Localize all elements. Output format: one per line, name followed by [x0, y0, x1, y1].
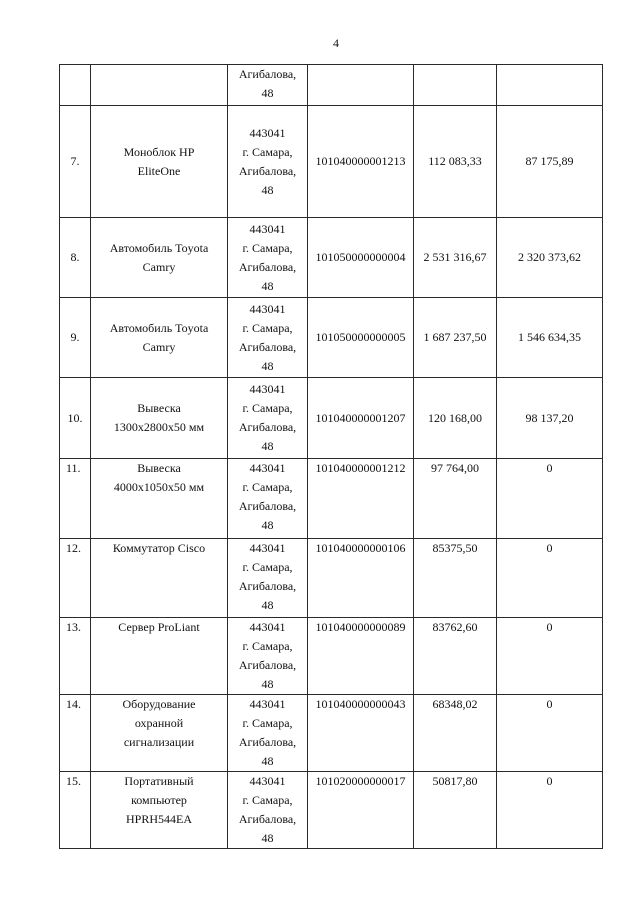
- cell-sum1-line: 85375,50: [432, 541, 478, 555]
- cell-address: [228, 618, 308, 695]
- cell-num-line: 11.: [66, 461, 81, 475]
- cell-num: [60, 378, 91, 459]
- cell-sum1: [414, 378, 497, 459]
- table-row: [60, 772, 603, 849]
- cell-name-line: Оборудование: [122, 697, 196, 711]
- cell-num-line: 7.: [70, 154, 80, 168]
- cell-code: [308, 65, 414, 106]
- cell-sum2-line: 0: [546, 697, 553, 711]
- cell-num-line: 8.: [70, 250, 80, 264]
- cell-address: [228, 65, 308, 106]
- cell-num: [60, 772, 91, 849]
- cell-sum2: [497, 459, 603, 539]
- cell-num: [60, 218, 91, 298]
- cell-name: [91, 618, 228, 695]
- cell-name-line: Вывеска: [137, 461, 181, 475]
- cell-name: [91, 218, 228, 298]
- cell-name: [91, 772, 228, 849]
- cell-name: [91, 65, 228, 106]
- cell-name-line: компьютер: [131, 793, 187, 807]
- cell-name-line: Camry: [142, 339, 176, 354]
- cell-code: [308, 618, 414, 695]
- cell-name-line: охранной: [134, 716, 184, 730]
- cell-sum2: [497, 65, 603, 106]
- cell-name: [91, 539, 228, 618]
- cell-address-line: Агибалова,: [238, 339, 297, 354]
- cell-sum1-line: 68348,02: [432, 697, 478, 711]
- table-row: [60, 106, 603, 218]
- cell-code-line: 101050000000005: [315, 330, 406, 344]
- cell-code: [308, 772, 414, 849]
- cell-num-line: 14.: [66, 697, 81, 711]
- cell-name-line: EliteOne: [137, 163, 181, 178]
- cell-name-line: HPRH544EA: [125, 812, 192, 826]
- cell-address-line: 48: [261, 831, 274, 845]
- cell-code-line: 101040000001207: [315, 410, 406, 425]
- cell-code: [308, 459, 414, 539]
- cell-address-line: 48: [261, 518, 274, 532]
- cell-address-line: Агибалова,: [238, 499, 297, 513]
- cell-sum2: [497, 298, 603, 378]
- cell-sum2-line: 98 137,20: [525, 410, 574, 425]
- cell-sum2: [497, 618, 603, 695]
- cell-num: [60, 298, 91, 378]
- cell-address-line: 48: [261, 677, 274, 691]
- cell-address-line: 48: [261, 278, 274, 293]
- cell-code-line: 101040000000089: [315, 620, 406, 634]
- cell-address-line: 48: [261, 598, 274, 612]
- cell-name-line: Автомобиль Toyota: [109, 320, 209, 335]
- cell-name-line: Коммутатор Cisco: [112, 541, 206, 555]
- cell-num: [60, 618, 91, 695]
- cell-address-line: 443041: [249, 382, 286, 396]
- cell-code: [308, 378, 414, 459]
- table-row: [60, 378, 603, 459]
- cell-sum2: [497, 106, 603, 218]
- cell-address-line: Агибалова,: [238, 259, 297, 274]
- cell-sum1-line: 97 764,00: [431, 461, 479, 475]
- table-row: [60, 695, 603, 772]
- cell-name-line: 1300x2800x50 мм: [113, 420, 205, 434]
- cell-address-line: г. Самара,: [242, 320, 293, 335]
- cell-code: [308, 218, 414, 298]
- table-row-continued: [60, 65, 603, 106]
- cell-name: [91, 459, 228, 539]
- cell-address-line: 443041: [249, 125, 286, 140]
- cell-sum2-line: 0: [546, 620, 553, 634]
- cell-address-line: Агибалова,: [238, 735, 297, 749]
- cell-address-line: 443041: [249, 697, 286, 711]
- cell-code-line: 101040000001213: [315, 154, 406, 168]
- cell-address-line: 443041: [249, 620, 286, 634]
- cell-num-line: 12.: [66, 541, 81, 555]
- cell-sum1: [414, 618, 497, 695]
- cell-num: [60, 695, 91, 772]
- cell-code-line: 101050000000004: [315, 250, 406, 264]
- cell-address-line: Агибалова,: [238, 658, 297, 672]
- cell-sum2: [497, 695, 603, 772]
- cell-name: [91, 378, 228, 459]
- cell-sum1: [414, 695, 497, 772]
- cell-sum1-line: 1 687 237,50: [423, 330, 487, 344]
- cell-sum2: [497, 378, 603, 459]
- cell-address-line: г. Самара,: [242, 144, 293, 159]
- cell-sum1: [414, 65, 497, 106]
- cell-address-line: г. Самара,: [242, 639, 293, 653]
- property-table: [59, 64, 603, 849]
- cell-address-line: Агибалова,: [238, 812, 297, 826]
- cell-num-line: 10.: [67, 410, 83, 425]
- cell-sum1-line: 120 168,00: [428, 410, 482, 425]
- cell-address-line: г. Самара,: [242, 480, 293, 494]
- address-line: Агибалова,: [238, 67, 297, 81]
- cell-sum1-line: 112 083,33: [428, 154, 482, 168]
- cell-num-line: 13.: [66, 620, 81, 634]
- cell-num: [60, 65, 91, 106]
- cell-address-line: 443041: [249, 774, 286, 788]
- cell-num-line: 9.: [70, 330, 80, 344]
- cell-code: [308, 695, 414, 772]
- cell-name-line: Сервер ProLiant: [118, 620, 200, 634]
- cell-name: [91, 106, 228, 218]
- cell-sum2: [497, 218, 603, 298]
- cell-address: [228, 539, 308, 618]
- cell-address-line: 48: [261, 182, 274, 197]
- cell-name-line: 4000x1050x50 мм: [113, 480, 205, 494]
- cell-code: [308, 298, 414, 378]
- cell-address-line: г. Самара,: [242, 401, 293, 415]
- cell-address-line: Агибалова,: [238, 163, 297, 178]
- cell-name-line: Camry: [142, 259, 176, 274]
- cell-sum1: [414, 772, 497, 849]
- cell-num: [60, 459, 91, 539]
- cell-sum1: [414, 218, 497, 298]
- cell-address: [228, 106, 308, 218]
- cell-sum1: [414, 459, 497, 539]
- cell-address: [228, 378, 308, 459]
- cell-code: [308, 539, 414, 618]
- cell-sum1-line: 50817,80: [432, 774, 478, 788]
- address-line: 48: [261, 86, 274, 100]
- cell-num-line: 15.: [66, 774, 81, 788]
- cell-code-line: 101040000001212: [315, 461, 406, 475]
- cell-sum2: [497, 539, 603, 618]
- cell-sum2-line: 0: [546, 541, 553, 555]
- cell-address: [228, 298, 308, 378]
- cell-sum2-line: 1 546 634,35: [518, 330, 581, 344]
- cell-sum2-line: 2 320 373,62: [518, 250, 581, 264]
- cell-address-line: г. Самара,: [242, 716, 293, 730]
- cell-address-line: 443041: [249, 221, 286, 236]
- cell-code-line: 101020000000017: [315, 774, 406, 788]
- cell-address-line: 48: [261, 754, 274, 768]
- cell-sum1: [414, 539, 497, 618]
- cell-address-line: 443041: [249, 541, 286, 555]
- table-row: [60, 218, 603, 298]
- property-table-body: [60, 65, 603, 849]
- cell-address-line: 443041: [249, 301, 286, 316]
- cell-address-line: Агибалова,: [238, 420, 297, 434]
- cell-address-line: 443041: [249, 461, 286, 475]
- cell-address-line: 48: [261, 439, 274, 453]
- cell-sum2: [497, 772, 603, 849]
- cell-sum1-line: 2 531 316,67: [423, 250, 487, 264]
- cell-sum1: [414, 298, 497, 378]
- cell-code-line: 101040000000106: [315, 541, 406, 555]
- cell-address: [228, 218, 308, 298]
- cell-name-line: Автомобиль Toyota: [109, 240, 209, 255]
- cell-address-line: 48: [261, 358, 274, 373]
- cell-num: [60, 539, 91, 618]
- cell-code: [308, 106, 414, 218]
- cell-sum2-line: 87 175,89: [525, 154, 574, 168]
- cell-code-line: 101040000000043: [315, 697, 406, 711]
- cell-address-line: г. Самара,: [242, 793, 293, 807]
- cell-name-line: сигнализации: [123, 735, 195, 749]
- cell-address-line: г. Самара,: [242, 560, 293, 574]
- cell-name-line: Портативный: [124, 774, 194, 788]
- cell-sum1: [414, 106, 497, 218]
- page-number: 4: [333, 36, 339, 50]
- cell-name-line: Вывеска: [137, 401, 181, 415]
- cell-name: [91, 298, 228, 378]
- cell-address: [228, 459, 308, 539]
- cell-address: [228, 772, 308, 849]
- cell-sum2-line: 0: [546, 461, 553, 475]
- cell-name-line: Моноблок HP: [123, 144, 195, 159]
- cell-address-line: г. Самара,: [242, 240, 293, 255]
- cell-sum2-line: 0: [546, 774, 553, 788]
- cell-address: [228, 695, 308, 772]
- table-row: [60, 459, 603, 539]
- table-row: [60, 539, 603, 618]
- cell-sum1-line: 83762,60: [432, 620, 478, 634]
- cell-address-line: Агибалова,: [238, 579, 297, 593]
- cell-name: [91, 695, 228, 772]
- cell-num: [60, 106, 91, 218]
- table-row: [60, 298, 603, 378]
- table-row: [60, 618, 603, 695]
